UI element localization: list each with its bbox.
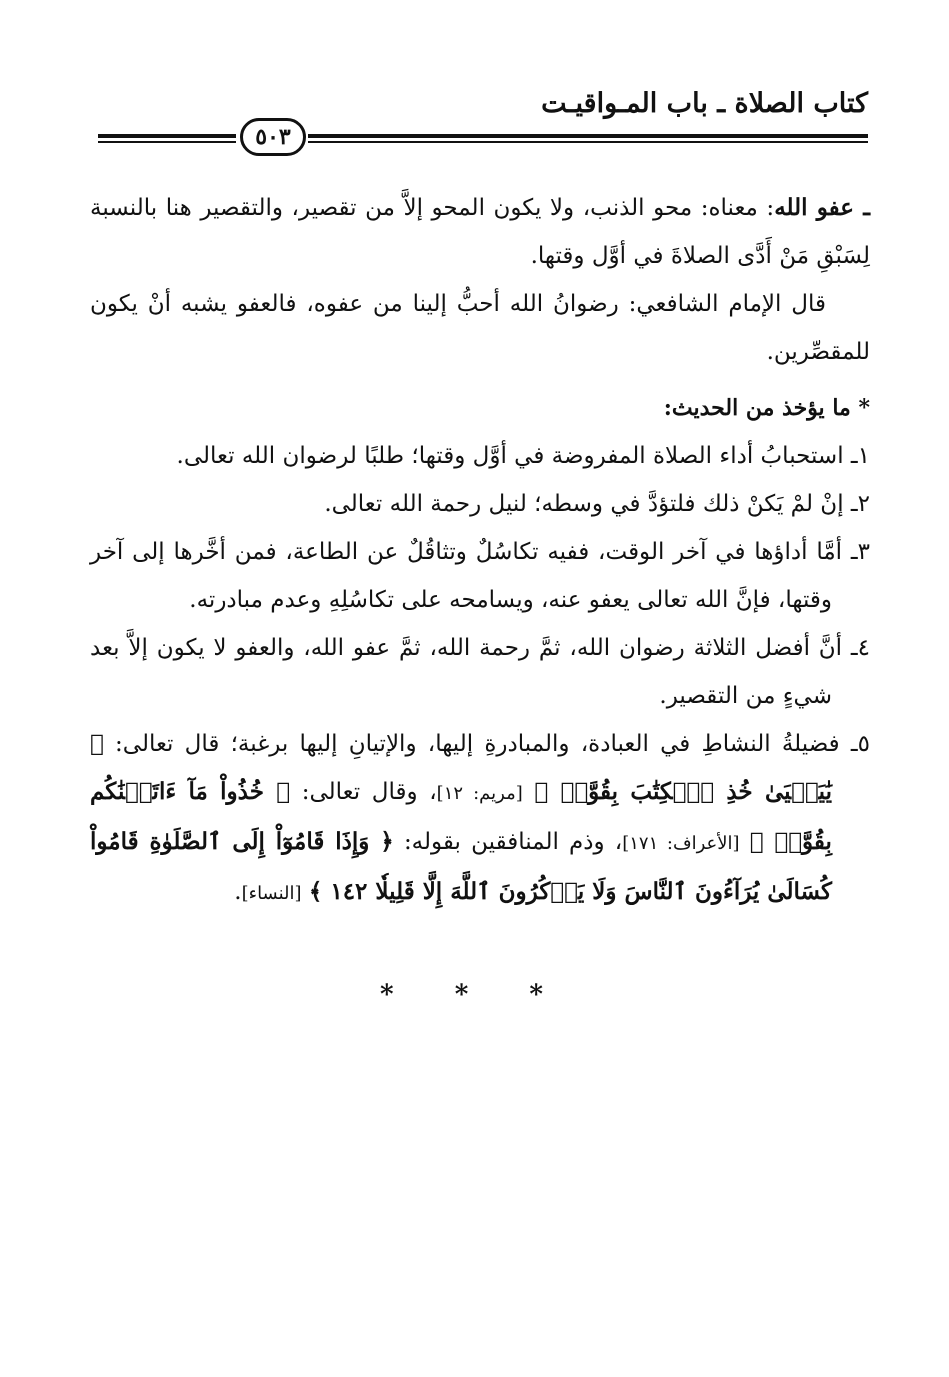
page-number: ٥٠٣	[240, 118, 306, 156]
benefit-item-5	[90, 720, 870, 918]
verse-ref-maryam: [مريم: ١٢]	[436, 783, 523, 804]
intro-paragraph	[90, 184, 870, 280]
item5-end: .	[234, 879, 242, 905]
item5-mid-1: ، وقال تعالى:	[301, 779, 437, 805]
quran-verse-nisa: ﴿ وَإِذَا قَامُوٓاْ إِلَى ٱلصَّلَوٰةِ قَامُواْ كُسَالَىٰ يُرَآءُونَ ٱلنَّاسَ وَلَا يَذۡكُرُونَ ٱللَّهَ إِلَّا قَلِيلٗا ١٤٢ ﴾	[90, 828, 832, 905]
main-text	[90, 184, 870, 918]
intro-definition: : معناه: محو الذنب، ولا يكون المحو إلاَّ من تقصير، والتقصير هنا بالنسبة لِسَبْقِ مَنْ أَدَّى الصلاةَ في أوَّل وقتها.	[90, 195, 870, 269]
quran-verse-maryam: ﴿ يَٰيَحۡيَىٰ خُذِ ٱلۡكِتَٰبَ بِقُوَّةٖ ﴾	[90, 730, 833, 805]
page-header	[98, 88, 868, 160]
verse-ref-araf: [الأعراف: ١٧١]	[622, 833, 740, 854]
item5-mid-2: ، وذم المنافقين بقوله:	[403, 829, 623, 855]
section-divider-stars: * * *	[380, 980, 569, 1010]
shafii-quote: قال الإمام الشافعي: رضوانُ الله أحبُّ إلينا من عفوه، فالعفو يشبه أنْ يكون للمقصِّرين.	[90, 291, 870, 365]
quran-verse-araf: ﴿ خُذُواْ مَآ ءَاتَيۡنَٰكُم بِقُوَّةٖ ﴾	[90, 778, 832, 855]
chapter-title: كتاب الصلاة ـ باب المـواقيـت	[541, 88, 868, 119]
benefit-item-1: ١ـ استحبابُ أداء الصلاة المفروضة في أوَّل وقتها؛ طلبًا لرضوان الله تعالى.	[176, 443, 870, 469]
item5-lead: ٥ـ فضيلةُ النشاطِ في العبادة، والمبادرةِ إليها، والإتيانِ إليها برغبة؛ قال تعالى:	[115, 731, 870, 757]
header-rule-left	[98, 126, 236, 150]
intro-term: ـ عفو الله	[774, 194, 870, 221]
benefit-item-3: ٣ـ أمَّا أداؤها في آخر الوقت، ففيه تكاسُلٌ وتثاقُلٌ عن الطاعة، فمن أخَّرها إلى آخر وقتها، فإنَّ الله تعالى يعفو عنه، ويسامحه على تكاسُلِهِ وعدم مبادرته.	[90, 539, 870, 613]
section-heading: * ما يؤخذ من الحديث:	[663, 395, 870, 421]
header-rule-right	[308, 126, 868, 150]
benefit-item-2: ٢ـ إنْ لمْ يَكنْ ذلك فلتؤدَّ في وسطه؛ لنيل رحمة الله تعالى.	[324, 491, 870, 517]
verse-ref-nisa: [النساء]	[241, 883, 302, 904]
benefit-item-4: ٤ـ أنَّ أفضل الثلاثة رضوان الله، ثمَّ رحمة الله، ثمَّ عفو الله، والعفو لا يكون إلاَّ بعد شيءٍ من التقصير.	[90, 635, 870, 709]
